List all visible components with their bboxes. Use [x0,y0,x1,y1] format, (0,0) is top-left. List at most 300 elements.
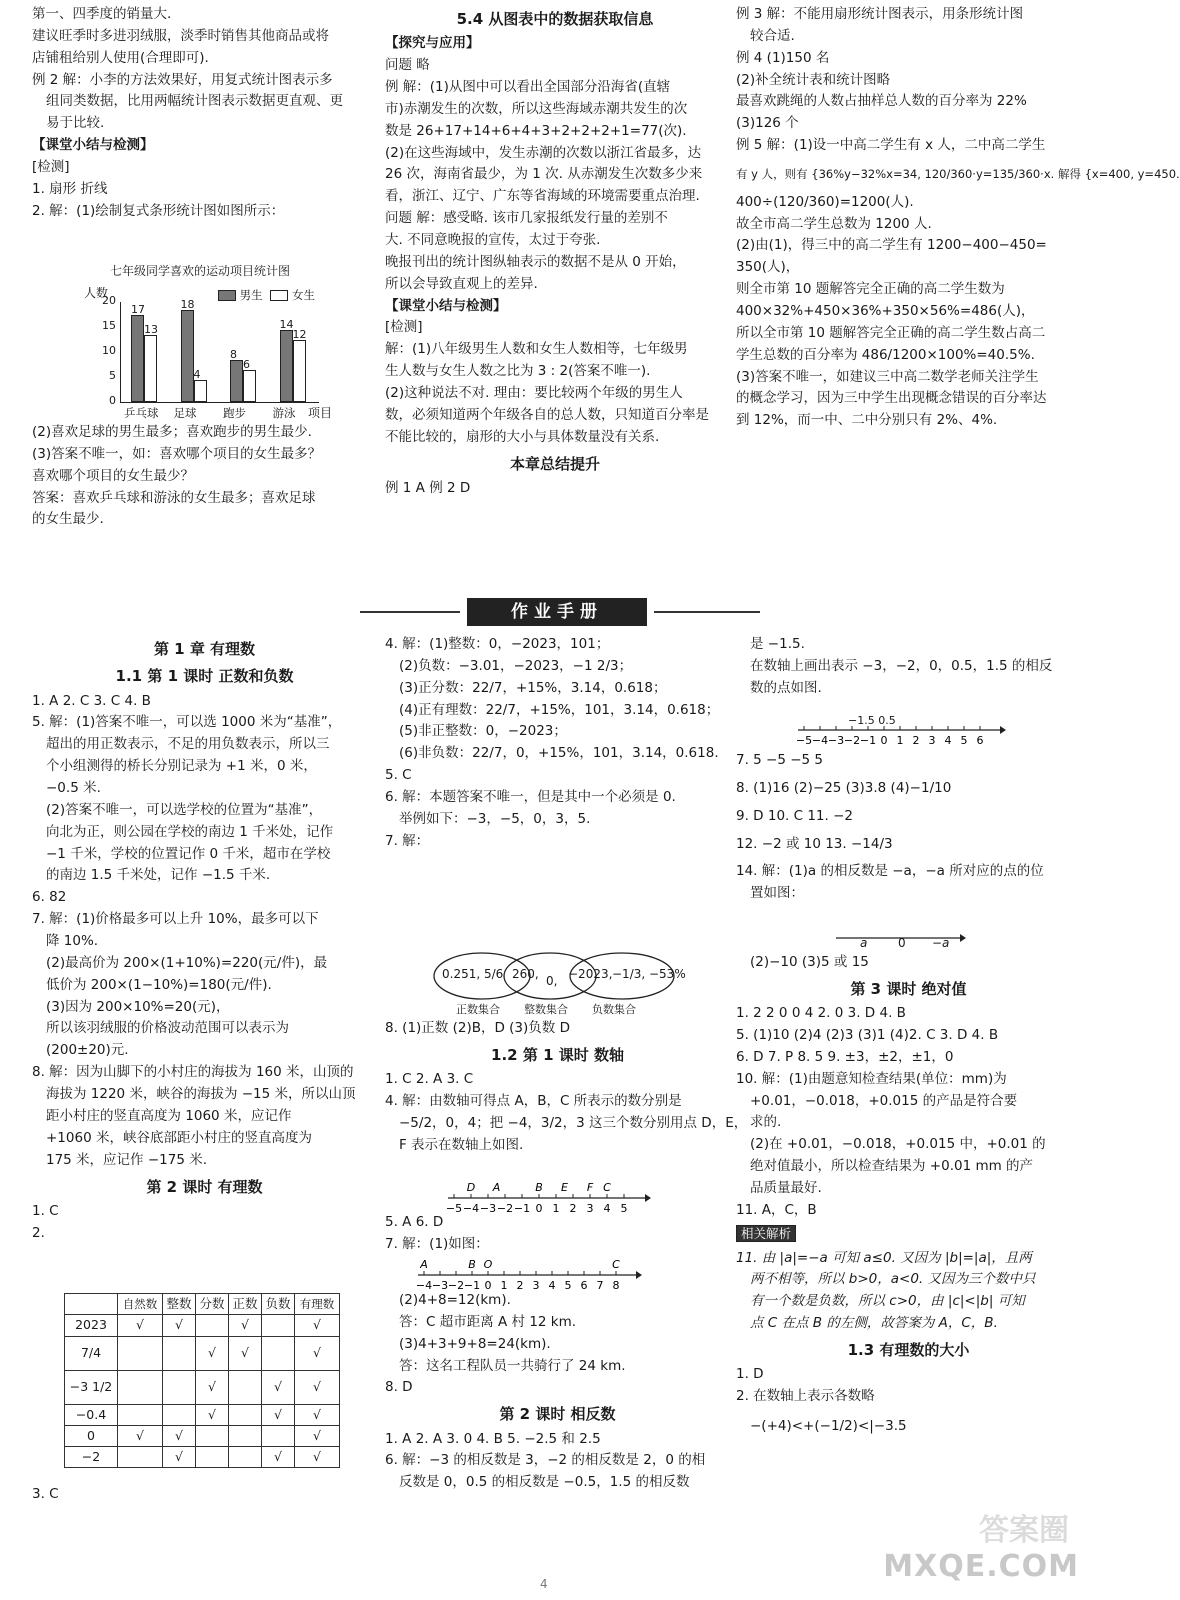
table-cell: √ [295,1447,340,1468]
text-line: (2)负数：−3.01，−2023，−1 2/3； [399,657,633,674]
col2-bottom [385,634,730,853]
table-row [65,1425,340,1446]
text-line: 400×32%+450×36%+350×56%=486(人)， [736,302,1035,319]
tick-label: 0 [880,734,888,747]
table-cell [229,1425,262,1446]
table-header: 分数 [196,1294,229,1315]
tick-label: 4 [548,1279,556,1292]
table-cell: √ [295,1425,340,1446]
venn-text-mid1: 260, [512,967,539,981]
text-line: 5. A 6. D [385,1214,444,1230]
tick-label: 3 [928,734,936,747]
text-line: 1. A 2. C 3. C 4. B [32,692,151,709]
bar-male [280,330,293,402]
tick-label: −3 [431,1279,449,1292]
table-cell: √ [262,1404,295,1425]
text-line: (3)正分数：22/7，+15%，3.14，0.618； [399,679,667,696]
text-line: 175 米，应记作 −175 米. [46,1151,208,1168]
text-line: (2)4+8=12(km). [399,1292,511,1308]
table-row [65,1370,340,1404]
analysis-tag [736,1224,1081,1246]
table-cell [163,1404,196,1425]
text-line: 答：C 超市距离 A 村 12 km. [399,1313,577,1330]
text-line: (2)在这些海域中，发生赤潮的次数以浙江省最多，达 [385,144,702,161]
nl3-svg [795,712,1006,752]
section-band [360,600,760,624]
text-line: −5/2，0，4；把 −4，3/2，3 这三个数分别用点 D，E， [399,1114,748,1131]
text-line: 4. 解：由数轴可得点 A，B，C 所表示的数分别是 [385,1093,682,1110]
section-tag: 【课堂小结与检测】 [385,297,507,314]
analysis-tag-label: 相关解析 [736,1225,796,1242]
point-label: D [466,1181,476,1194]
lesson-heading: 第 3 课时 绝对值 [850,979,967,998]
section-tag: 【探究与应用】 [385,35,480,52]
y-tick-label: 0 [109,394,116,407]
text-line: 5. (1)10 (2)4 (2)3 (3)1 (4)2. C 3. D 4. B [736,1027,999,1044]
tick-label: 4 [944,734,952,747]
table-cell [118,1404,163,1425]
tick-label: 1 [552,1202,560,1215]
text-line: 1. C 2. A 3. C [385,1071,474,1088]
col2-bottom-d [385,1290,730,1494]
table-header-row [65,1294,340,1315]
table-cell: √ [295,1404,340,1425]
equation-line: 有 y 人，则有 {36%y−32%x=34, 120/360·y=135/360·x. 解得 {x=400, y=450. [736,167,1180,182]
text-line: 1. C [32,1202,59,1219]
point-label: C [612,1258,620,1271]
text-line: 8. (1)16 (2)−25 (3)3.8 (4)−1/10 [736,779,952,796]
text-line: 的女生最少. [32,511,104,528]
text-line: 最喜欢跳绳的人数占抽样总人数的百分率为 22% [736,93,1027,110]
table-cell: √ [229,1315,262,1336]
section-tag: [检测] [32,159,70,176]
table-row [65,1447,340,1468]
text-line: 店铺租给别人使用(合理即可). [32,49,209,66]
table-cell: √ [196,1370,229,1404]
text-line: 所以该羽绒服的价格波动范围可以表示为 [46,1020,289,1037]
bar-female [243,370,256,402]
text-line: 学生总数的百分率为 486/1200×100%=40.5%. [736,346,1035,363]
text-line: (2)喜欢足球的男生最多；喜欢跑步的男生最少. [32,424,312,440]
venn-label-negative: 负数集合 [592,1003,636,1016]
analysis-line: 11. 由 |a|=−a 可知 a≤0. 又因为 |b|=|a|，且两 [736,1249,1032,1266]
bar-value-label: 12 [292,328,307,341]
text-line: (2)补全统计表和统计图略 [736,71,891,88]
text-line: 26 次，海南省最少，为 1 次. 从赤潮发生次数多少来 [385,166,703,183]
text-line: 的南边 1.5 千米处，记作 −1.5 千米. [46,867,271,884]
text-line: 8. 解：因为山脚下的小村庄的海拔为 160 米，山顶的 [32,1064,354,1081]
text-line: 所以会导致直观上的差异. [385,275,538,292]
tick-label: 0 [535,1202,543,1215]
venn-text-right2: −1/3, −53% [612,967,686,981]
table-cell: √ [163,1315,196,1336]
tick-label: −3 [827,734,845,747]
text-line: −1 千米，学校的位置记作 0 千米，超市在学校 [46,845,331,862]
text-line: +1060 米，峡谷底部距小村庄的竖直高度为 [46,1129,312,1146]
table-header: 正数 [229,1294,262,1315]
text-line: −0.5 米. [46,780,101,797]
tick-label: 7 [596,1279,604,1292]
text-line: 看，浙江、辽宁、广东等省海域的环境需要重点治理. [385,188,700,205]
text-line: 所以全市第 10 题解答完全正确的高二学生数占高二 [736,324,1046,341]
tick-label: −4 [415,1279,433,1292]
table-cell [163,1370,196,1404]
venn-label-integer: 整数集合 [524,1003,568,1016]
table-cell: √ [295,1336,340,1370]
text-line: 喜欢哪个项目的女生最少？ [32,467,194,484]
section-heading: 5.4 从图表中的数据获取信息 [456,10,654,28]
tick-label: −2 [447,1279,465,1292]
text-line: (3)4+3+9+8=24(km). [399,1335,551,1352]
table-cell: −0.4 [65,1404,118,1425]
bar-value-label: 8 [230,348,237,361]
tick-label: 2 [569,1202,577,1215]
y-tick-label: 10 [102,344,116,357]
text-line: 个小组测得的桥长分别记录为 +1 米，0 米， [46,758,317,775]
tick-label: 3 [532,1279,540,1292]
text-line: (3)126 个 [736,115,799,132]
text-line: 例 2 解：小李的方法效果好，用复式统计图表示多 [32,71,333,88]
text-line: 2. 解：(1)绘制复式条形统计图如图所示： [32,202,285,219]
text-line: 数是 26+17+14+6+4+3+2+2+2+1=77(次). [385,122,687,139]
text-line: 求的. [750,1114,782,1131]
venn-text-right1: −2023, [568,967,613,981]
point-label: B [535,1181,543,1194]
tick-label: 4 [603,1202,611,1215]
table-cell: √ [295,1315,340,1336]
table-cell: √ [229,1336,262,1370]
text-line: (2)由(1)，得三中的高二学生有 1200−400−450= [736,237,1047,254]
tick-label: 2 [912,734,920,747]
bar-value-label: 4 [193,368,201,381]
number-table [64,1293,340,1468]
text-line: 例 1 A 例 2 D [385,479,471,496]
label-zero: 0 [898,936,906,950]
bar-female [144,335,157,402]
text-line: 例 3 解：不能用扇形统计图表示，用条形统计图 [736,6,1024,22]
text-line: 第一、四季度的销量大. [32,6,172,22]
watermark: MXQE.COM [883,1549,1079,1585]
text-line: (2)这种说法不对. 理由：要比较两个年级的男生人 [385,385,683,402]
text-line: 5. 解：(1)答案不唯一，可以选 1000 米为“基准”， [32,714,342,731]
text-line: 例 解：(1)从图中可以看出全国部分沿海省(直辖 [385,79,671,96]
text-line: 10. 解：(1)由题意知检查结果(单位：mm)为 [736,1070,1007,1087]
text-line: 是 −1.5. [750,636,805,652]
table-cell: √ [262,1370,295,1404]
col1-bottom [32,634,377,1245]
text-line: 6. 解：−3 的相反数是 3，−2 的相反数是 2，0 的相 [385,1452,706,1469]
text-line: (6)非负数：22/7，0，+15%，101，3.14，0.618. [399,745,719,762]
page-number: 4 [540,1576,548,1591]
text-line: 举例如下：−3，−5，0，3，5. [399,810,591,827]
text-line: 350(人)， [736,259,800,276]
bar-chart [80,262,340,422]
text-line: 的概念学习，因为三中学生出现概念错误的百分率达 [736,390,1047,407]
x-axis-label: 项目 [308,406,333,420]
table-cell: 2023 [65,1315,118,1336]
tick-label: −1 [463,1279,481,1292]
table-row [65,1336,340,1370]
text-line: (2)−10 (3)5 或 15 [750,954,869,970]
text-line: 7. 解：(1)如图： [385,1235,489,1252]
table-cell [118,1370,163,1404]
number-line-3-label: −1.5 0.5 [848,714,896,727]
table-cell [118,1336,163,1370]
text-line: 例 4 (1)150 名 [736,49,830,66]
text-line: 建议旺季时多进羽绒服，淡季时销售其他商品或将 [32,27,329,44]
text-line: (4)正有理数：22/7，+15%，101，3.14，0.618； [399,701,720,718]
legend-male: 男生 [239,288,263,302]
table-cell [229,1447,262,1468]
col1-top-after [32,422,372,531]
analysis-line: 两不相等，所以 b>0，a<0. 又因为三个数中只 [750,1271,1036,1288]
table-cell: √ [196,1336,229,1370]
table-cell: √ [196,1404,229,1425]
section-heading: 1.3 有理数的大小 [847,1341,970,1360]
text-line: (5)非正整数：0，−2023； [399,723,567,740]
bar-value-label: 17 [131,303,145,316]
text-line: 2. [32,1224,45,1241]
table-cell [229,1404,262,1425]
venn-label-positive: 正数集合 [456,1003,500,1016]
text-line: 6. 82 [32,889,67,906]
text-line: 6. D 7. P 8. 5 9. ±3，±2，±1，0 [736,1048,954,1065]
point-label: B [468,1258,476,1271]
label-neg-a: −a [932,936,950,950]
table-cell [163,1336,196,1370]
table-cell: √ [118,1315,163,1336]
text-line: 较合适. [750,27,795,44]
x-tick-label: 足球 [173,406,197,420]
text-line: 绝对值最小，所以检查结果为 +0.01 mm 的产 [750,1158,1034,1175]
axis-arrow [636,1271,642,1279]
axis-arrow [1000,726,1006,734]
text-line: 生人数与女生人数之比为 3 : 2(答案不唯一). [385,363,651,380]
legend-female: 女生 [291,288,315,302]
bar-value-label: 14 [279,318,294,331]
chart-title: 七年级同学喜欢的运动项目统计图 [110,264,291,278]
axis-arrow [645,1194,651,1202]
axis-arrow [960,934,966,942]
tick-label: −5 [795,734,813,747]
table-cell: √ [262,1447,295,1468]
text-line: F 表示在数轴上如图. [399,1136,524,1153]
text-line: 6. 解：本题答案不唯一，但是其中一个必须是 0. [385,789,676,806]
tick-label: 2 [516,1279,524,1292]
table-header: 自然数 [118,1294,163,1315]
band-line-left [360,611,460,613]
text-line: 降 10%. [46,933,99,950]
text-line: 11. A，C，B [736,1201,817,1218]
text-line: 7. 解： [385,832,430,849]
table-cell [196,1447,229,1468]
table-cell [196,1315,229,1336]
band-title: 作业手册 [467,598,647,626]
table-cell: √ [163,1425,196,1446]
x-tick-label: 跑步 [223,406,246,420]
col2-top [385,4,725,500]
text-line: 4. 解：(1)整数：0，−2023，101； [385,636,610,652]
bar-male [230,360,243,402]
text-line: 7. 5 −5 −5 5 [736,752,824,768]
band-line-right [654,611,760,613]
bar-value-label: 6 [243,358,250,371]
tick-label: −1 [513,1202,531,1215]
text-line: 置如图： [750,885,804,902]
bar-value-label: 18 [180,298,195,311]
text-line: 8. (1)正数 (2)B，D (3)负数 D [385,1020,570,1036]
text-line: 品质量最好. [750,1180,822,1197]
text-line: +0.01，−0.018，+0.015 的产品是符合要 [750,1092,1018,1109]
legend-swatch-male [218,290,236,301]
bar-male [131,315,144,402]
table-cell: −2 [65,1447,118,1468]
tick-label: 5 [620,1202,628,1215]
table-cell: √ [295,1370,340,1404]
watermark-logo: 答案圈 [979,1513,1069,1549]
point-label: F [586,1181,594,1194]
y-tick-label: 20 [102,294,116,307]
col2-bottom-c [385,1212,730,1256]
tick-label: −3 [479,1202,497,1215]
text-line: 答案：喜欢乒乓球和游泳的女生最多；喜欢足球 [32,489,316,506]
tick-label: 8 [612,1279,620,1292]
text-line: 5. C [385,767,412,784]
number-line-4 [836,928,966,952]
table-cell [262,1425,295,1446]
y-tick-label: 5 [109,369,116,382]
text-line: (2)在 +0.01，−0.018，+0.015 中，+0.01 的 [750,1136,1046,1153]
text-line: 海拔为 1220 米，峡谷的海拔为 −15 米，所以山顶 [46,1086,356,1103]
text-line: 1. D [736,1366,764,1383]
venn-text-mid2: 0, [546,974,558,988]
col3-bottom [736,634,1081,700]
text-line: (200±20)元. [46,1042,129,1059]
table-cell [262,1336,295,1370]
analysis-line: 点 C 在点 B 的左侧，故答案为 A，C，B. [750,1315,998,1332]
table-cell: 0 [65,1425,118,1446]
tick-label: −4 [462,1202,480,1215]
label-a: a [860,936,868,950]
text-line: 晚报刊出的统计图纵轴表示的数据不是从 0 开始， [385,253,686,270]
table-header: 有理数 [295,1294,340,1315]
table-cell [196,1425,229,1446]
section-tag: 【课堂小结与检测】 [32,137,154,154]
col3-bottom-b [736,750,1081,905]
tick-label: 5 [564,1279,572,1292]
table-cell: −3 1/2 [65,1370,118,1404]
text-line: (3)答案不唯一，如建议三中高二数学老师关注学生 [736,368,1039,385]
section-heading: 1.1 第 1 课时 正数和负数 [115,667,294,686]
point-label: E [561,1181,568,1194]
text-line: 数的点如图. [750,679,822,696]
point-label: A [492,1181,501,1194]
tick-label: −2 [843,734,861,747]
venn-diagram [432,950,686,1020]
venn-text-left: 0.251, 5/6 [442,967,504,981]
bar-value-label: 13 [144,323,158,336]
tick-label: 6 [580,1279,588,1292]
text-line: 1. 2 2 0 0 4 2. 0 3. D 4. B [736,1005,906,1022]
section-heading: 本章总结提升 [509,454,600,473]
section-tag: [检测] [385,319,423,336]
plot-area [120,298,319,403]
tick-label: 5 [960,734,968,747]
bar-male [181,310,194,402]
tick-label: −2 [496,1202,514,1215]
text-line: 低价为 200×(1−10%)=180(元/件). [46,976,272,993]
text-line: (2)最高价为 200×(1+10%)=220(元/件)，最 [46,954,328,971]
legend-swatch-female [270,290,288,301]
number-line-3 [795,712,998,752]
text-line: (3)因为 200×10%=20(元)， [46,998,230,1015]
col3-bottom-c [736,952,1081,1438]
text-line: 问题 略 [385,57,430,74]
bar-female [194,380,207,402]
text-line: 400÷(120/360)=1200(人). [736,193,914,210]
point-label: O [483,1258,493,1271]
table-header: 负数 [262,1294,295,1315]
text-line: 易于比较. [46,115,105,132]
table-header: 整数 [163,1294,196,1315]
text-line: 12. −2 或 10 13. −14/3 [736,835,893,852]
y-axis-label: 人数 [84,286,109,300]
text-line: −(+4)<+(−1/2)<|−3.5 [750,1418,907,1435]
text-line: 不能比较的，扇形的大小与具体数量没有关系. [385,428,660,445]
table-cell [118,1447,163,1468]
table-cell [262,1315,295,1336]
text-line: 2. 在数轴上表示各数略 [736,1388,875,1405]
col1-top [32,4,372,223]
text-line: 问题 解：感受略. 该市几家报纸发行量的差别不 [385,210,668,227]
lesson-heading: 第 2 课时 相反数 [499,1405,616,1424]
lesson-heading: 第 2 课时 有理数 [146,1177,263,1196]
text-line: 7. 解：(1)价格最多可以上升 10%，最多可以下 [32,911,319,928]
tick-label: 1 [896,734,904,747]
text-line: 在数轴上画出表示 −3，−2，0，0.5，1.5 的相反 [750,657,1053,674]
table-cell: √ [118,1425,163,1446]
text-line: 答：这名工程队员一共骑行了 24 km. [399,1357,626,1374]
x-tick-label: 乒乓球 [124,406,159,420]
analysis-line: 有一个数是负数，所以 c>0，由 |c|<|b| 可知 [750,1293,1025,1310]
point-label: C [603,1181,611,1194]
text-line: 反数是 0，0.5 的相反数是 −0.5，1.5 的相反数 [399,1474,690,1491]
text-line: 8. D [385,1379,413,1396]
text-line: 1. A 2. A 3. 0 4. B 5. −2.5 和 2.5 [385,1430,601,1447]
section-heading: 1.2 第 1 课时 数轴 [491,1045,624,1064]
tick-label: 0 [484,1279,492,1292]
number-table-wrap [64,1293,340,1468]
text-line: 市)赤潮发生的次数，所以这些海域赤潮共发生的次 [385,100,688,117]
text-line: 9. D 10. C 11. −2 [736,807,853,824]
text-line: 1. 扇形 折线 [32,180,108,197]
text-line: 到 12%，而一中、二中分别只有 2%、4%. [736,412,998,429]
text-line: 向北为正，则公园在学校的南边 1 千米处，记作 [46,823,334,840]
text-line: 故全市高二学生总数为 1200 人. [736,215,932,232]
tick-label: 6 [976,734,984,747]
text-line: (3)答案不唯一，如：喜欢哪个项目的女生最多？ [32,445,322,462]
tick-label: −4 [811,734,829,747]
text-line: 则全市第 10 题解答完全正确的高二学生数为 [736,281,1005,298]
table-row [65,1404,340,1425]
table-cell: √ [163,1447,196,1468]
text-line: 距小村庄的竖直高度为 1060 米，应记作 [46,1107,292,1124]
text-line: 3. C [32,1486,59,1502]
col3-top [736,4,1180,432]
text-line: 解：(1)八年级男生人数和女生人数相等，七年级男 [385,341,688,358]
chapter-heading: 第 1 章 有理数 [153,640,256,658]
table-header [65,1294,118,1315]
